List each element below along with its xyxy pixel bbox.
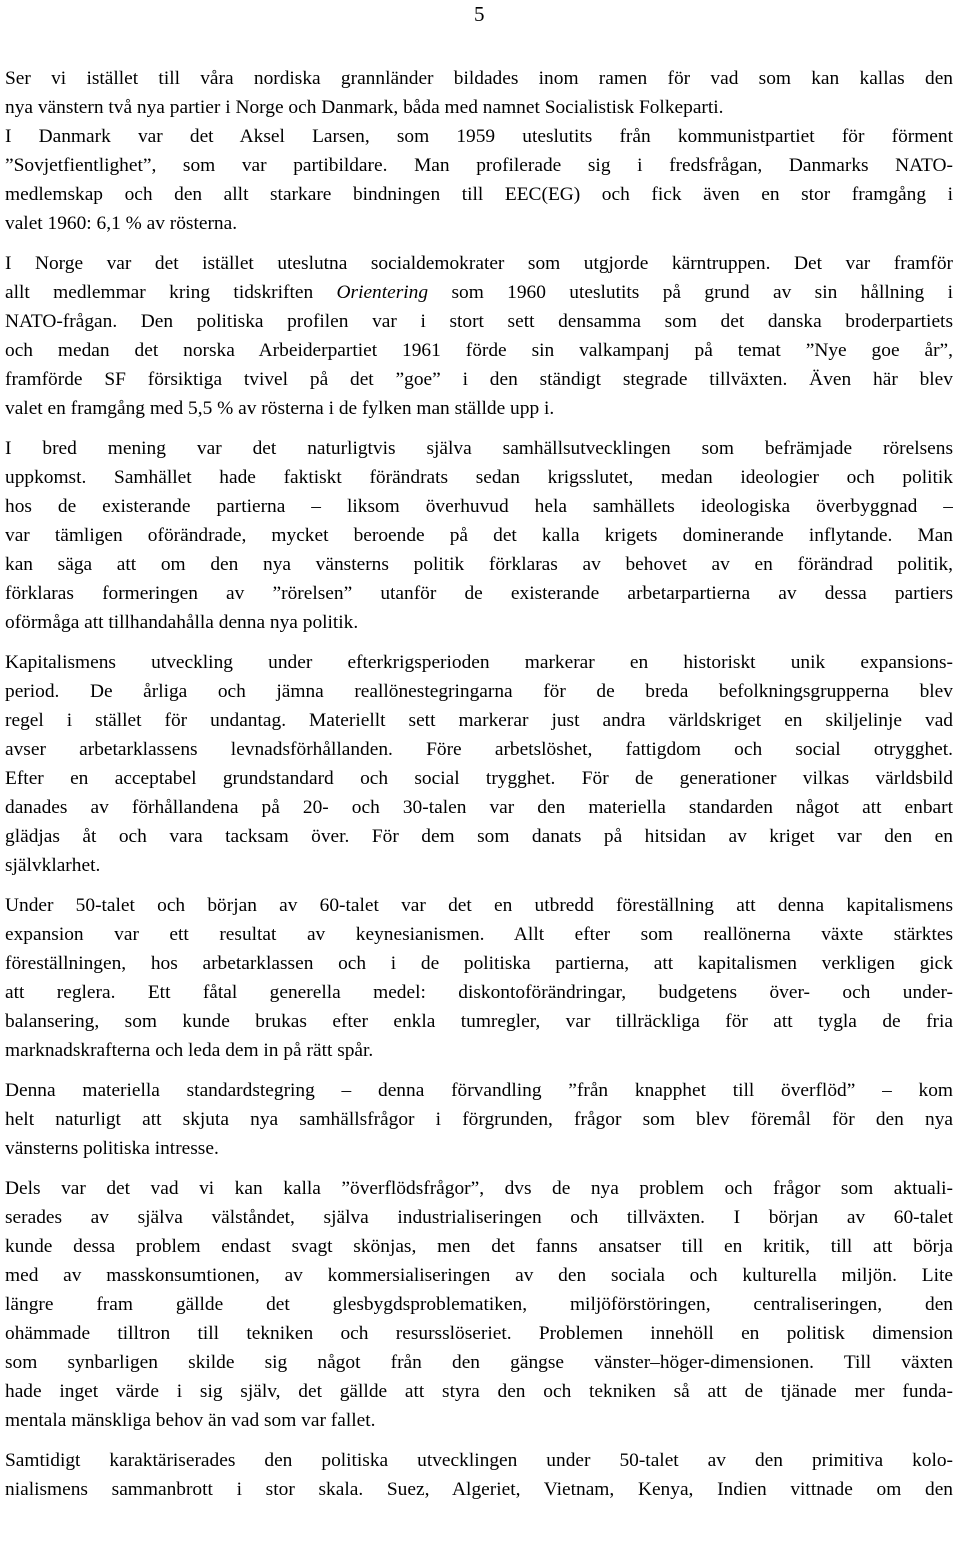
text-line: att reglera. Ett fåtal generella medel: diskontoförändringar, budgetens över- och under- xyxy=(5,982,953,1003)
paragraph-5 xyxy=(5,891,953,1065)
page-number: 5 xyxy=(474,2,485,26)
text-line: balansering, som kunde brukas efter enkla tumregler, var tillräckliga för att tygla de fria xyxy=(5,1011,953,1032)
text-line: serades av själva välståndet, själva industrialiseringen och tillväxten. I början av 60-talet xyxy=(5,1207,953,1228)
text-segment: som 1960 uteslutits på grund av sin hållning i xyxy=(428,282,953,303)
text-line: medlemskap och den allt starkare bindningen till EEC(EG) och fick även en stor framgång i xyxy=(5,184,953,205)
text-line: I Danmark var det Aksel Larsen, som 1959 uteslutits från kommunistpartiet för förment xyxy=(5,126,953,147)
text-line: Kapitalismens utveckling under efterkrigsperioden markerar en historiskt unik expansions- xyxy=(5,652,953,673)
text-line: mentala mänskliga behov än vad som var fallet. xyxy=(5,1410,376,1431)
text-line: nialismens sammanbrott i stor skala. Suez, Algeriet, Vietnam, Kenya, Indien vittnade om den xyxy=(5,1479,953,1500)
paragraph-1 xyxy=(5,64,953,238)
text-line: avser arbetarklassens levnadsförhållanden. Före arbetslöshet, fattigdom och social otrygghet. xyxy=(5,739,953,760)
paragraph-3 xyxy=(5,434,953,637)
text-line: kan säga att om den nya vänsterns politik förklaras av behovet av en förändrad politik, xyxy=(5,554,953,575)
text-line: uppkomst. Samhället hade faktiskt förändrats sedan krigsslutet, medan ideologier och politik xyxy=(5,467,953,488)
paragraph-4 xyxy=(5,648,953,880)
text-line: självklarhet. xyxy=(5,855,101,876)
text-line: längre fram gällde det glesbygdsproblematiken, miljöförstöringen, centraliseringen, den xyxy=(5,1294,953,1315)
text-line: som synbarligen skilde sig något från den gängse vänster–höger-dimensionen. Till växten xyxy=(5,1352,953,1373)
text-line: kunde dessa problem endast svagt skönjas, men det fanns ansatser till en kritik, till att börja xyxy=(5,1236,953,1257)
text-line: Under 50-talet och början av 60-talet var det en utbredd föreställning att denna kapitalismens xyxy=(5,895,953,916)
text-line: Samtidigt karaktäriserades den politiska utvecklingen under 50-talet av den primitiva kolo- xyxy=(5,1450,953,1471)
paragraph-2 xyxy=(5,249,953,423)
text-line: och medan det norska Arbeiderpartiet 1961 förde sin valkampanj på temat ”Nye goe år”, xyxy=(5,340,953,361)
text-line: valet en framgång med 5,5 % av rösterna i de fylken man ställde upp i. xyxy=(5,398,555,419)
text-line: hos de existerande partierna – liksom överhuvud hela samhällets ideologiska överbyggnad – xyxy=(5,496,953,517)
body-text xyxy=(5,64,953,1515)
text-line: Dels var det vad vi kan kalla ”överflödsfrågor”, dvs de nya problem och frågor som aktuali- xyxy=(5,1178,953,1199)
text-line: med av masskonsumtionen, av kommersialiseringen av den sociala och kulturella miljön. Lite xyxy=(5,1265,953,1286)
text-line: förklaras formeringen av ”rörelsen” utanför de existerande arbetarpartierna av dessa partiers xyxy=(5,583,953,604)
text-segment: allt medlemmar kring tidskriften xyxy=(5,282,337,303)
text-line: NATO-frågan. Den politiska profilen var i stort sett densamma som det danska broderpartiets xyxy=(5,311,953,332)
text-line: I Norge var det istället uteslutna socialdemokrater som utgjorde kärntruppen. Det var framför xyxy=(5,253,953,274)
paragraph-6 xyxy=(5,1076,953,1163)
text-line: nya vänstern två nya partier i Norge och Danmark, båda med namnet Socialistisk Folkeparti. xyxy=(5,97,724,118)
text-line: danades av förhållandena på 20- och 30-talen var den materiella standarden något att enbart xyxy=(5,797,953,818)
text-line: valet 1960: 6,1 % av rösterna. xyxy=(5,213,238,234)
text-line: hade inget värde i sig själv, det gällde att styra den och tekniken så att de tjänade mer funda- xyxy=(5,1381,953,1402)
text-line: I bred mening var det naturligtvis själva samhällsutvecklingen som befrämjade rörelsens xyxy=(5,438,953,459)
text-line: Ser vi istället till våra nordiska grannländer bildades inom ramen för vad som kan kallas den xyxy=(5,68,953,89)
paragraph-8 xyxy=(5,1446,953,1504)
text-line: Efter en acceptabel grundstandard och social trygghet. För de generationer vilkas världsbild xyxy=(5,768,953,789)
text-line: ”Sovjetfientlighet”, som var partibildare. Man profilerade sig i fredsfrågan, Danmarks NATO- xyxy=(5,155,953,176)
text-line: glädjas åt och vara tacksam över. För dem som danats på hitsidan av kriget var den en xyxy=(5,826,953,847)
text-line: regel i stället för undantag. Materiellt sett markerar just andra världskriget en skiljelinje vad xyxy=(5,710,953,731)
text-line: helt naturligt att skjuta nya samhällsfrågor i förgrunden, frågor som blev föremål för den nya xyxy=(5,1109,953,1130)
text-line: Denna materiella standardstegring – denna förvandling ”från knapphet till överflöd” – kom xyxy=(5,1080,953,1101)
text-line: expansion var ett resultat av keynesianismen. Allt efter som reallönerna växte stärktes xyxy=(5,924,953,945)
text-line xyxy=(5,278,953,307)
journal-title: Orientering xyxy=(336,282,429,303)
text-line: ohämmade tilltron till tekniken och resursslöseriet. Problemen innehöll en politisk dimension xyxy=(5,1323,953,1344)
text-line: oförmåga att tillhandahålla denna nya politik. xyxy=(5,612,359,633)
text-line: föreställningen, hos arbetarklassen och i de politiska partierna, att kapitalismen verkligen gick xyxy=(5,953,953,974)
text-line: var tämligen oförändrade, mycket beroende på det kalla krigets dominerande inflytande. Man xyxy=(5,525,953,546)
text-line: marknadskrafterna och leda dem in på rätt spår. xyxy=(5,1040,374,1061)
text-line: period. De årliga och jämna reallönestegringarna för de breda befolkningsgrupperna blev xyxy=(5,681,953,702)
text-line: framförde SF försiktiga tvivel på det ”goe” i den ständigt stegrade tillväxten. Även här blev xyxy=(5,369,953,390)
paragraph-7 xyxy=(5,1174,953,1435)
text-line: vänsterns politiska intresse. xyxy=(5,1138,219,1159)
